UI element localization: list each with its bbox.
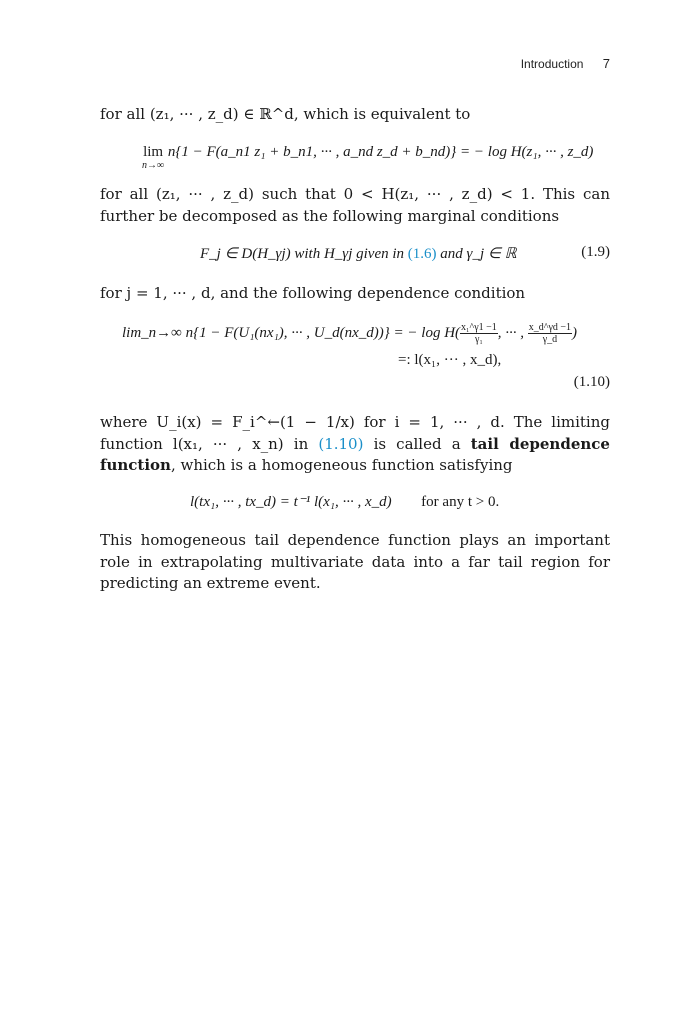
equation-homogeneity: l(tx₁, ··· , tx_d) = t⁻¹ l(x₁, ··· , x_d) for any t > 0. bbox=[190, 494, 500, 510]
paragraph-1: for all (z₁, ··· , z_d) ∈ ℝ^d, which is equivalent to bbox=[100, 105, 471, 123]
paragraph-4: where U_i(x) = F_i^←(1 − 1/x) for i = 1, ··· , d. The limiting function l(x₁, ··· , x_n) in (1.10) is called a tail dependence function, which is a homogeneous function satisfying bbox=[100, 413, 610, 474]
fraction-d: $\frac{x\_d\^{}\gamma d -1}{\gamma\_d}$ bbox=[528, 322, 572, 345]
limit-operator: lim n→∞ bbox=[142, 144, 165, 171]
equation-limit-condition bbox=[142, 144, 593, 171]
paragraph-3: for j = 1, ··· , d, and the following dependence condition bbox=[100, 284, 526, 302]
equation-tag-1-9: (1.9) bbox=[581, 244, 610, 260]
ref-1-6-link[interactable]: (1.6) bbox=[407, 246, 437, 262]
running-header bbox=[0, 56, 610, 71]
term-tail-dependence-function: tail dependence function bbox=[100, 434, 610, 474]
equation-1-9: F_j ∈ D(H_γj) with H_γj given in (1.6) and γ_j ∈ ℝ bbox=[200, 246, 517, 262]
paragraph-2: for all (z₁, ··· , z_d) such that 0 < H(z₁, ··· , z_d) < 1. This can further be decomposed as the following marginal conditions bbox=[100, 185, 610, 225]
fraction-1: $\frac{\text{x₁\textasciicircum{}γ1 −1}}{\text{γ₁}}$ bbox=[461, 322, 497, 345]
equation-body: n{1 − F(a_n1 z₁ + b_n1, ··· , a_nd z_d + b_nd)} = − log H(z₁, ··· , z_d) bbox=[167, 144, 594, 160]
equation-1-10-line-2: =: l(x₁, ··· , x_d), bbox=[398, 352, 502, 368]
page-number: 7 bbox=[602, 56, 610, 71]
equation-tag-1-10: (1.10) bbox=[573, 374, 610, 390]
equation-condition: for any t > 0. bbox=[421, 494, 500, 510]
paragraph-5: This homogeneous tail dependence function plays an important role in extrapolating multivariate data into a far tail region for predicting an extreme event. bbox=[100, 531, 610, 592]
equation-1-10-line-1: lim_n→∞ n{1 − F(U₁(nx₁), ··· , U_d(nx_d))} = − log H( $\frac{\text{x₁\textasciicircum{}γ1 −1}}{\text{γ₁}}$ , ··· , $\frac{x\_d\^{}\gamma d -1}{\gamma\_d}$ ) bbox=[122, 322, 578, 345]
ref-1-10-link[interactable]: (1.10) bbox=[318, 434, 364, 453]
section-title: Introduction bbox=[520, 57, 584, 71]
